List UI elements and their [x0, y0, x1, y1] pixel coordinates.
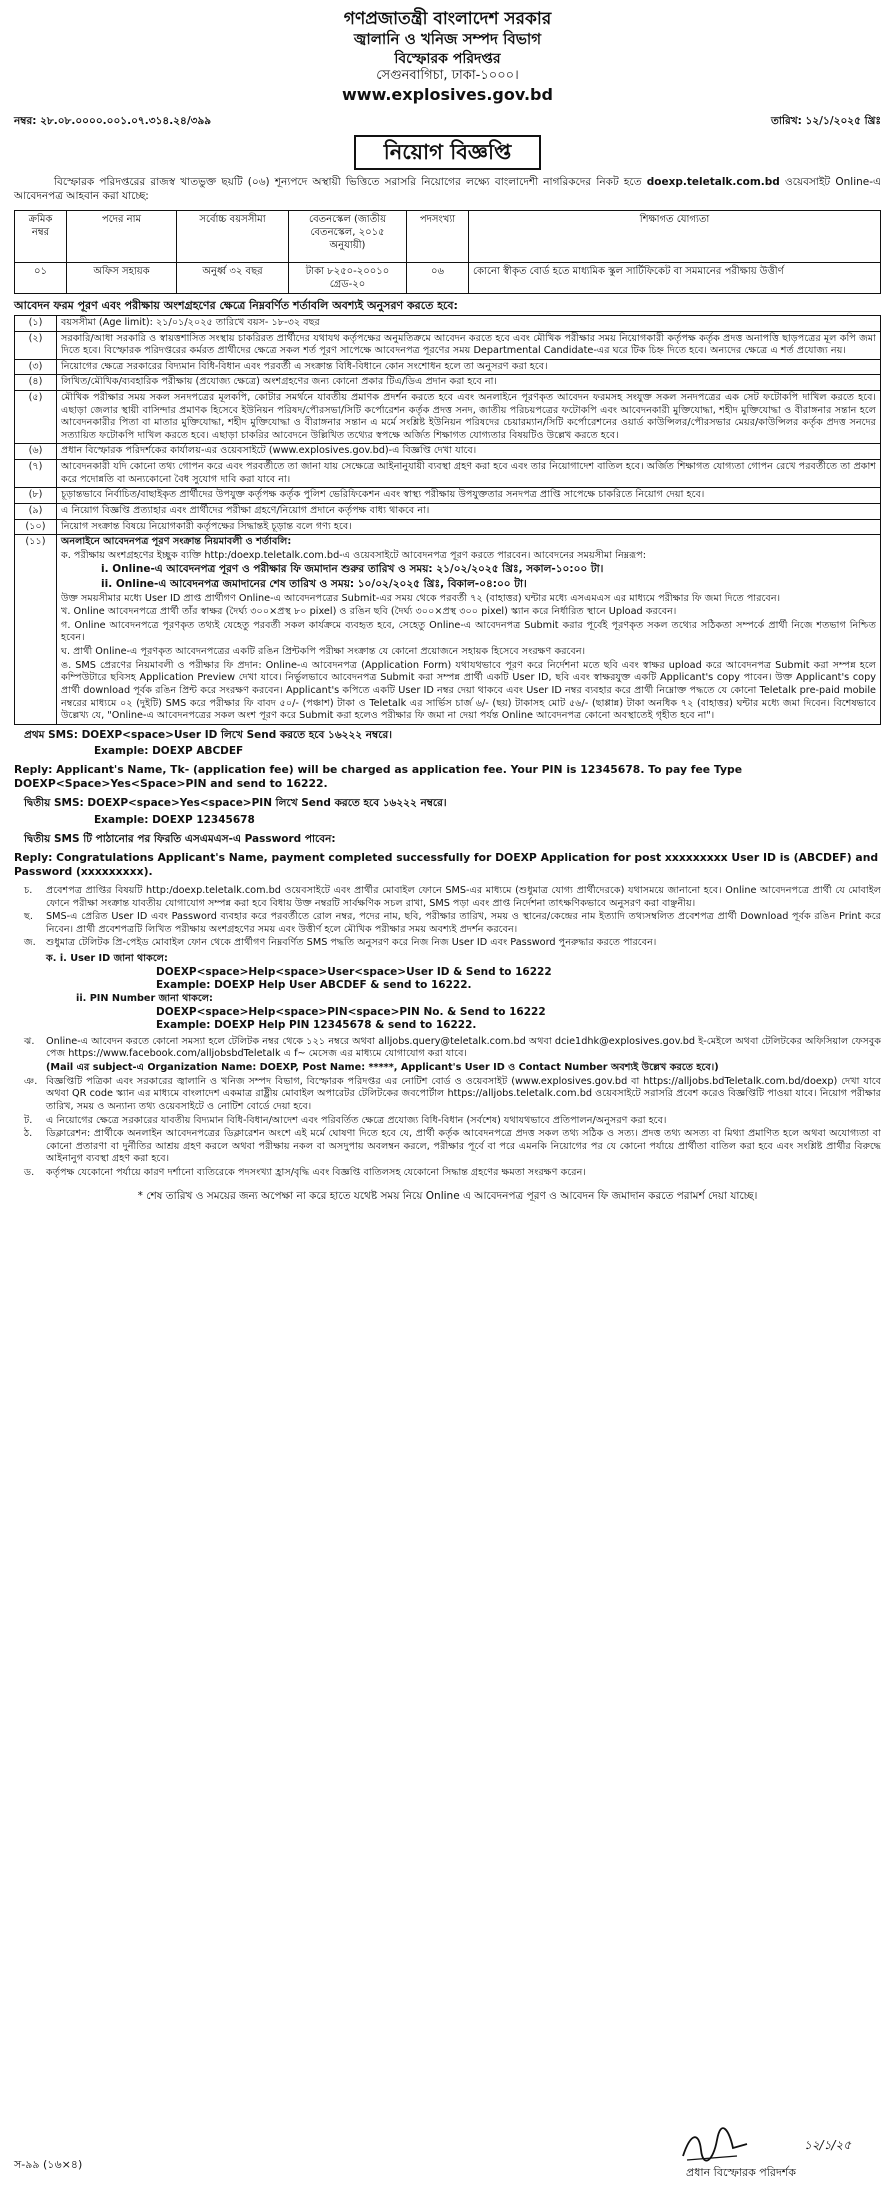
condition-row-online	[15, 535, 881, 725]
condition-number: (১১)	[15, 535, 57, 725]
intro-link[interactable]: doexp.teletalk.com.bd	[646, 176, 780, 189]
signature-icon	[677, 2126, 757, 2166]
intro-tail: ওয়েবসাইট Online-এ আবেদনপত্র আহবান করা যাচ্ছে:	[14, 176, 882, 203]
intro-paragraph	[14, 176, 881, 203]
final-note: * শেষ তারিখ ও সময়ের জন্য অপেক্ষা না করে হাতে যথেষ্ট সময় নিয়ে Online এ আবেদনপত্র পূরণ ও আবেদন ফি জমাদান করতে পরামর্শ দেয়া যাচ্ছে।	[137, 1189, 758, 1202]
recover-userid-cmd: DOEXP<space>Help<space>User<space>User ID & Send to 16222	[156, 965, 552, 978]
cell-count: ০৬	[407, 262, 469, 293]
th-post: পদের নাম	[67, 210, 177, 262]
online-kha: খ. Online আবেদনপত্রে প্রার্থী তাঁর স্বাক্ষর (দৈর্ঘ্য ৩০০×প্রস্থ ৮০ pixel) ও রঙিন ছবি (দৈর্ঘ্য ৩০০×প্রস্থ ৩০০ pixel) স্ক্যান করে নির্ধারিত স্থানে Upload করবেন।	[61, 606, 677, 618]
condition-number: (১০)	[15, 519, 57, 535]
condition-row	[15, 444, 881, 460]
condition-row	[15, 503, 881, 519]
second-sms	[24, 797, 881, 811]
item-text: এ নিয়োগের ক্ষেত্রে সরকারের যাবতীয় বিদ্যমান বিধি-বিধান/আদেশ এবং পরিবর্তিত ক্ষেত্রে প্রযোজ্য বিধি-বিধান (সর্বশেষ) যথাযথভাবে প্রতিপালন/অনুসরণ করা হবে।	[46, 1114, 667, 1126]
condition-text: সরকারি/আধা সরকারি ও স্বায়ত্তশাসিত সংস্থায় চাকরিরত প্রার্থীদের যথাযথ কর্তৃপক্ষের অনুমতিক্রমে আবেদন করতে হবে এবং মৌখিক পরীক্ষার সময় নিয়োগকারী কর্তৃপক্ষ কর্তৃক প্রদত্ত অনাপত্তি ছাড়পত্রের মূল কপি জমা দিতে হবে। বিস্ফোরক পরিদপ্তরের কর্মরত প্রার্থীদের ক্ষেত্রে সকল শর্ত পূরণ সাপেক্ষে আবেদনপত্র পূরণের সময় Departmental Candidate-এর ঘরে টিক চিহ্ন দিতে হবে। অন্যদের ক্ষেত্রে এ শর্ত প্রযোজ্য নয়।	[57, 331, 881, 359]
condition-row	[15, 359, 881, 375]
online-start-time: i. Online-এ আবেদনপত্র পূরণ ও পরীক্ষার ফি জমাদান শুরুর তারিখ ও সময়: ২১/০২/২০২৫ খ্রিঃ, সকাল-১০:০০ টা।	[101, 563, 604, 576]
posts-table	[14, 210, 881, 294]
condition-number: (৪)	[15, 375, 57, 391]
condition-row	[15, 488, 881, 504]
list-item	[24, 1076, 881, 1114]
condition-text: এ নিয়োগ বিজ্ঞপ্তি প্রত্যাহার এবং প্রার্থীদের পরীক্ষা গ্রহণে/নিয়োগ প্রদানে কর্তৃপক্ষ বাধ্য থাকবে না।	[57, 503, 881, 519]
recover-pin-label: ii. PIN Number জানা থাকলে:	[76, 992, 213, 1004]
signature-date: ১২/১/২৫	[803, 2137, 851, 2152]
condition-number: (৫)	[15, 391, 57, 444]
item-marker: চ.	[24, 885, 33, 897]
item-text: ডিক্লারেশন: প্রার্থীকে অনলাইন আবেদনপত্রের ডিক্লারেশন অংশে এই মর্মে ঘোষণা দিতে হবে যে, প্রার্থী কর্তৃক আবেদনপত্রে প্রদত্ত সকল তথ্য সঠিক ও সত্য। প্রদত্ত তথ্য অসত্য বা মিথ্যা প্রমাণিত হলে অথবা অযোগ্যতা বা কোনো প্রতারণা বা দুর্নীতির আশ্রয় গ্রহণ করলে অথবা পরীক্ষায় নকল বা অসদুপায় অবলম্বন করলে, পরীক্ষার পূর্বে বা পরে এমনকি নিয়োগের পর যে কোনো পর্যায়ে প্রার্থীতা বাতিল করা হবে এবং সংশ্লিষ্ট প্রার্থীর বিরুদ্ধে আইনানুগ ব্যবস্থা গ্রহণ করা হবে।	[46, 1128, 881, 1165]
item-marker: ছ.	[24, 911, 33, 923]
memo-number: নম্বর: ২৮.০৮.০০০০.০০১.০৭.৩১৪.২৪/৩৯৯	[14, 115, 212, 128]
online-uma: ঙ. SMS প্রেরণের নিয়মাবলী ও পরীক্ষার ফি প্রদান: Online-এ আবেদনপত্র (Application Form) যথাযথভাবে পূরণ করে নির্দেশনা মতে ছবি এবং স্বাক্ষর upload করে আবেদনপত্র Submit করা সম্পন্ন হলে কম্পিউটারে ছবিসহ Application Preview দেখা যাবে। নির্ভুলভাবে আবেদনপত্র Submit করা সম্পন্ন প্রার্থী একটি User ID, ছবি এবং স্বাক্ষরযুক্ত একটি Applicant's copy পাবেন। উক্ত Applicant's copy প্রার্থী download পূর্বক রঙিন প্রিন্ট করে সংরক্ষণ করবেন। Applicant's কপিতে একটি User ID নম্বর দেয়া থাকবে এবং User ID নম্বর ব্যবহার করে প্রার্থী নিম্নোক্ত পদ্ধতে যে কোনো Teletalk pre-paid mobile নম্বরের মাধ্যমে ০২ (দুইটি) SMS করে পরীক্ষার ফি বাবদ ৫০/- (পঞ্চাশ) টাকা ও Teletalk এর সার্ভিস চার্জ ৬/- (ছয়) টাকাসহ মোট ৫৬/- (ছাপ্পান্ন) টাকা অনধিক ৭২ (বাহাত্তর) ঘন্টার মধ্যে জমা দিবেন। বিশেষভাবে উল্লেখ্য যে, "Online-এ আবেদনপত্রের সকল অংশ পূরণ করে Submit করা হলেও পরীক্ষার ফি জমা না দেয়া পর্যন্ত Online আবেদনপত্র কোনো অবস্থাতেই গৃহীত হবে না"।	[61, 659, 876, 722]
recover-userid-label: ক. i. User ID জানা থাকলে:	[46, 953, 168, 965]
first-sms-label: প্রথম SMS:	[24, 728, 78, 741]
condition-row	[15, 460, 881, 488]
online-gha: ঘ. প্রার্থী Online-এ পূরণকৃত আবেদনপত্রের একটি রঙিন প্রিন্টকপি পরীক্ষা সংক্রান্ত যে কোনো প্রয়োজনে সহায়ক হিসেবে সংরক্ষণ করবেন।	[61, 646, 586, 658]
online-rules	[57, 535, 881, 725]
th-age: সর্বোচ্চ বয়সসীমা	[177, 210, 289, 262]
condition-number: (১)	[15, 315, 57, 331]
cell-scale: টাকা ৮২৫০-২০০১০ গ্রেড-২০	[289, 262, 407, 293]
list-item	[24, 1167, 881, 1180]
condition-text: মৌখিক পরীক্ষার সময় সকল সনদপত্রের মূলকপি, কোটার সমর্থনে যাবতীয় প্রমাণক প্রদর্শন করতে হবে এবং অনলাইনে পূরণকৃত আবেদন ফরমসহ সংযুক্ত সকল সনদপত্রের এক সেট ফটোকপি দাখিল করতে হবে। এছাড়া জেলার স্থায়ী বাসিন্দার প্রমাণক হিসেবে ইউনিয়ন পরিষদ/পৌরসভা/সিটি কর্পোরেশন কর্তৃক প্রদত্ত সনদ, জাতীয় পরিচয়পত্রের ফটোকপি এবং আবেদনকারী মুক্তিযোদ্ধা, শহীদ মুক্তিযোদ্ধা ও বীরাঙ্গনার সন্তান হলে আবেদনকারীর পিতা বা মাতার মুক্তিযোদ্ধা, শহীদ মুক্তিযোদ্ধা ও বীরাঙ্গনার সন্তান এ মর্মে সংশ্লিষ্ট ইউনিয়ন পরিষদের চেয়ারম্যান/সিটি কর্পোরেশনের ওয়ার্ড কাউন্সিলর/পৌরসভার মেয়র/কাউন্সিলর কর্তৃক প্রদত্ত সনদের সত্যায়িত ফটোকপি দাখিল করতে হবে। এছাড়া চাকরির আবেদনে উল্লিখিত তথ্যের স্বপক্ষে অর্জিত শিক্ষাগত যোগ্যতার বিষয়টিও উল্লেখ করতে হবে।	[57, 391, 881, 444]
item-text: SMS-এ প্রেরিত User ID এবং Password ব্যবহার করে পরবর্তীতে রোল নম্বর, পদের নাম, ছবি, পরীক্ষার তারিখ, সময় ও স্থানের/কেন্দ্রের নাম ইত্যাদি তথ্যসম্বলিত প্রবেশপত্র প্রার্থী Download পূর্বক রঙিন Print করে নিবেন। প্রার্থী প্রবেশপত্রটি লিখিত পরীক্ষায় অংশগ্রহণের সময় এবং উত্তীর্ণ হলে মৌখিক পরীক্ষার সময় অবশ্যই প্রদর্শন করবেন।	[46, 911, 881, 935]
office-address: সেগুনবাগিচা, ঢাকা-১০০০।	[376, 67, 519, 83]
conditions-title: আবেদন ফরম পূরণ এবং পরীক্ষায় অংশগ্রহণের ক্ষেত্রে নিম্নবর্ণিত শর্তাবলি অবশ্যই অনুসরণ করতে হবে:	[14, 298, 458, 312]
online-ka: ক. পরীক্ষায় অংশগ্রহণের ইচ্ছুক ব্যক্তি http:/doexp.teletalk.com.bd-এ ওয়েবসাইটে আবেদনপত্র পূরণ করতে পারবেন। আবেদনের সময়সীমা নিম্নরূপ:	[61, 549, 647, 561]
item-text: শুধুমাত্র টেলিটক প্রি-পেইড মোবাইল ফোন থেকে প্রার্থীগণ নিম্নবর্ণিত SMS পদ্ধতি অনুসরণ করে নিজ নিজ User ID এবং Password পুনরুদ্ধার করতে পারবেন।	[46, 937, 657, 949]
signatory-title: প্রধান বিস্ফোরক পরিদর্শক	[686, 2165, 796, 2179]
condition-row	[15, 519, 881, 535]
signature-row	[631, 2126, 851, 2166]
memo-date: তারিখ: ১২/১/২০২৫ খ্রিঃ	[771, 115, 881, 128]
item-text: (Mail এর subject-এ Organization Name: DOEXP, Post Name: *****, Applicant's User ID ও Contact Number অবশ্যই উল্লেখ করতে হবে।)	[46, 1062, 719, 1074]
condition-number: (২)	[15, 331, 57, 359]
form-serial: স-৯৯ (১৬×৪)	[14, 2157, 83, 2171]
online-ga: গ. Online আবেদনপত্রে পূরণকৃত তথ্যই যেহেতু পরবর্তী সকল কার্যক্রমে ব্যবহৃত হবে, সেহেতু Online-এ আবেদনপত্র Submit করার পূর্বেই পূরণকৃত সকল তথ্যের সঠিকতা সম্পর্কে প্রার্থী নিজে শতভাগ নিশ্চিত হবেন।	[61, 619, 876, 644]
condition-text: বয়সসীমা (Age limit): ২১/০১/২০২৫ তারিখে বয়স- ১৮-৩২ বছর	[57, 315, 881, 331]
online-heading: অনলাইনে আবেদনপত্র পূরণ সংক্রান্ত নিয়মাবলী ও শর্তাবলি:	[61, 536, 292, 548]
list-item	[24, 1128, 881, 1166]
cell-qualification: কোনো স্বীকৃত বোর্ড হতে মাধ্যমিক স্কুল সার্টিফিকেট বা সমমানের পরীক্ষায় উত্তীর্ণ	[469, 262, 881, 293]
condition-text: নিয়োগ সংক্রান্ত বিষয়ে নিয়োগকারী কর্তৃপক্ষের সিদ্ধান্তই চূড়ান্ত বলে গণ্য হবে।	[57, 519, 881, 535]
list-item	[24, 885, 881, 910]
letterhead	[14, 8, 881, 105]
footer	[14, 2100, 881, 2180]
th-qualification: শিক্ষাগত যোগ্যতা	[469, 210, 881, 262]
notice-title-text: নিয়োগ বিজ্ঞপ্তি	[354, 135, 542, 170]
second-sms-reply: Reply: Congratulations Applicant's Name, payment completed successfully for DOEXP Application for post xxxxxxxxx User ID is (ABCDEF) and Password (xxxxxxxxx).	[14, 850, 879, 879]
item-marker: ড.	[24, 1166, 35, 1178]
notice-title	[14, 135, 881, 170]
second-sms-label: দ্বিতীয় SMS:	[24, 797, 84, 810]
signature-block	[631, 2126, 851, 2180]
recover-pin-cmd: DOEXP<space>Help<space>PIN<space>PIN No. & Send to 16222	[156, 1005, 546, 1018]
item-marker	[24, 1062, 46, 1075]
first-sms	[24, 729, 881, 743]
conditions-table	[14, 315, 881, 725]
cell-serial: ০১	[15, 262, 67, 293]
cell-age: অনুর্ধ্ব ৩২ বছর	[177, 262, 289, 293]
condition-number: (৭)	[15, 460, 57, 488]
condition-row	[15, 315, 881, 331]
first-sms-example: Example: DOEXP ABCDEF	[94, 745, 244, 758]
recover-section	[46, 953, 881, 1033]
item-text: প্রবেশপত্র প্রাপ্তির বিষয়টি http:/doexp.teletalk.com.bd ওয়েবসাইটে এবং প্রার্থীর মোবাইল ফোনে SMS-এর মাধ্যমে (শুধুমাত্র যোগ্য প্রার্থীদেরকে) যথাসময়ে জানানো হবে। Online আবেদনপত্রে প্রার্থী যে মোবাইল ফোনে পরীক্ষা সংক্রান্ত যাবতীয় যোগাযোগ সম্পন্ন করা হবে বিধায় উক্ত নম্বরটি সার্বক্ষণিক সচল রাখা, SMS পড়া এবং প্রাপ্ত নির্দেশনা তাৎক্ষণিকভাবে অনুসরণ করা বাঞ্ছনীয়।	[46, 885, 881, 909]
condition-number: (৩)	[15, 359, 57, 375]
posts-table-header	[15, 210, 881, 262]
cell-post: অফিস সহায়ক	[67, 262, 177, 293]
list-item	[24, 1062, 881, 1075]
online-note: উক্ত সময়সীমার মধ্যে User ID প্রাপ্ত প্রার্থীগণ Online-এ আবেদনপত্রের Submit-এর সময় থেকে পরবর্তী ৭২ (বাহাত্তর) ঘন্টার মধ্যে এসএমএস এর মাধ্যমে পরীক্ষার ফি জমা দিতে পারবেন।	[61, 592, 781, 604]
condition-row	[15, 331, 881, 359]
first-sms-text: DOEXP<space>User ID লিখে Send করতে হবে ১৬২২২ নম্বরে।	[81, 728, 392, 741]
website-link[interactable]: www.explosives.gov.bd	[342, 84, 553, 104]
condition-text: নিয়োগের ক্ষেত্রে সরকারের বিদ্যমান বিধি-বিধান এবং পরবর্তী এ সংক্রান্ত বিধি-বিধানে কোন সংশোধন হলে তা অনুসরণ করা হবে।	[57, 359, 881, 375]
condition-text: চূড়ান্তভাবে নির্বাচিত/বাছাইকৃত প্রার্থীদের উপযুক্ত কর্তৃপক্ষ কর্তৃক পুলিশ ভেরিফিকেশন এবং স্বাস্থ্য পরীক্ষায় উপযুক্ততার সনদপত্র প্রাপ্তি সাপেক্ষে চাকরিতে নিয়োগ দেয়া হবে।	[57, 488, 881, 504]
condition-text: আবেদনকারী যদি কোনো তথ্য গোপন করে এবং পরবর্তীতে তা জানা যায় সেক্ষেত্রে আইনানুযায়ী ব্যবস্থা গ্রহণ করা হবে এবং তার নিয়োগাদেশ বাতিল হবে। অর্জিত শিক্ষাগত যোগ্যতা গোপন রেখে পরবর্তীতে তা প্রকাশ করে পদোন্নতি বা অন্যকোনো বৈধ সুযোগ দাবি করা যাবে না।	[57, 460, 881, 488]
item-marker: জ.	[24, 937, 36, 949]
condition-number: (৮)	[15, 488, 57, 504]
more-instructions	[24, 885, 881, 1180]
list-item	[24, 1036, 881, 1061]
online-end-time: ii. Online-এ আবেদনপত্র জমাদানের শেষ তারিখ ও সময়: ১০/০২/২০২৫ খ্রিঃ, বিকাল-০৪:০০ টা।	[101, 577, 527, 590]
th-serial: ক্রমিক নম্বর	[15, 210, 67, 262]
item-marker: ঠ.	[24, 1128, 33, 1140]
list-item	[24, 937, 881, 950]
second-sms-example: Example: DOEXP 12345678	[94, 813, 255, 826]
department-name: বিস্ফোরক পরিদপ্তর	[394, 50, 501, 67]
sms-section	[14, 729, 881, 879]
condition-number: (৯)	[15, 503, 57, 519]
condition-number: (৬)	[15, 444, 57, 460]
recover-pin-example: Example: DOEXP Help PIN 12345678 & send to 16222.	[156, 1019, 477, 1032]
th-scale: বেতনস্কেল (জাতীয় বেতনস্কেল, ২০১৫ অনুযায়ী)	[289, 210, 407, 262]
govt-name: গণপ্রজাতন্ত্রী বাংলাদেশ সরকার	[343, 9, 552, 29]
first-sms-reply: Reply: Applicant's Name, Tk- (application fee) will be charged as application fee. Your PIN is 12345678. To pay fee Type DOEXP<Space>Yes<Space>PIN and send to 16222.	[14, 763, 743, 791]
item-text: Online-এ আবেদন করতে কোনো সমস্যা হলে টেলিটক নম্বর থেকে ১২১ নম্বরে অথবা alljobs.query@teletalk.com.bd অথবা dcie1dhk@explosives.gov.bd ই-মেইলে অথবা টেলিটকের অফিসিয়াল ফেসবুক পেজ https://www.facebook.com/alljobsbdTeletalk এ f~ মেসেজ এর মাধ্যমে যোগাযোগ করা যাবে।	[46, 1035, 881, 1060]
item-text: বিজ্ঞপ্তিটি পত্রিকা এবং সরকারের জ্বালানি ও খনিজ সম্পদ বিভাগ, বিস্ফোরক পরিদপ্তর এর নোটিশ বোর্ড ও ওয়েবসাইট (www.explosives.gov.bd বা https://alljobs.bdTeletalk.com.bd/doexp) দেখা যাবে অথবা QR code স্ক্যান এর মাধ্যমে বাংলাদেশ একমাত্র রাষ্ট্রীয় মোবাইল অপারেটর টেলিটকের জবপোর্টাল https://alljobs.teletalk.com.bd ওয়েবসাইটে সরাসরি প্রবেশ করেও বিজ্ঞপ্তিটি পাওয়া যাবে। নিয়োগ পরীক্ষার তারিখ, সময় ও অন্যান্য তথ্য ওয়েবসাইটে ও নোটিশ বোর্ডে দেয়া হবে।	[46, 1075, 881, 1112]
intro-text: বিস্ফোরক পরিদপ্তরের রাজস্ব খাতভুক্ত ছয়টি (০৬) শূন্যপদে অস্থায়ী ভিত্তিতে সরাসরি নিয়োগের লক্ষ্যে বাংলাদেশী নাগরিকদের নিকট হতে	[54, 176, 642, 189]
item-text: কর্তৃপক্ষ যেকোনো পর্যায়ে কারণ দর্শানো ব্যতিরেকে পদসংখ্যা হ্রাস/বৃদ্ধি এবং বিজ্ঞপ্তি বাতিলসহ যেকোনো সিদ্ধান্ত গ্রহণের ক্ষমতা সংরক্ষণ করেন।	[46, 1166, 586, 1178]
list-item	[24, 1115, 881, 1128]
second-sms-text: DOEXP<space>Yes<space>PIN লিখে Send করতে হবে ১৬২২২ নম্বরে।	[87, 797, 447, 810]
table-row	[15, 262, 881, 293]
th-count: পদসংখ্যা	[407, 210, 469, 262]
division-name: জ্বালানি ও খনিজ সম্পদ বিভাগ	[353, 30, 542, 49]
item-marker: ঞ.	[24, 1075, 38, 1087]
condition-row	[15, 391, 881, 444]
condition-row	[15, 375, 881, 391]
list-item	[24, 911, 881, 936]
recover-userid-example: Example: DOEXP Help User ABCDEF & send to 16222.	[156, 979, 472, 992]
reference-line	[14, 115, 881, 129]
after-second-sms: দ্বিতীয় SMS টি পাঠানোর পর ফিরতি এসএমএস-এ Password পাবেন:	[24, 833, 336, 846]
item-marker: ঝ.	[24, 1035, 35, 1047]
condition-text: লিখিত/মৌখিক/ব্যবহারিক পরীক্ষায় (প্রযোজ্য ক্ষেত্রে) অংশগ্রহণের জন্য কোনো প্রকার টিএ/ডিএ প্রদান করা হবে না।	[57, 375, 881, 391]
item-marker: ট.	[24, 1114, 33, 1126]
condition-text: প্রধান বিস্ফোরক পরিদর্শকের কার্যালয়-এর ওয়েবসাইটে (www.explosives.gov.bd)-এ বিজ্ঞপ্তি দেখা যাবে।	[57, 444, 881, 460]
